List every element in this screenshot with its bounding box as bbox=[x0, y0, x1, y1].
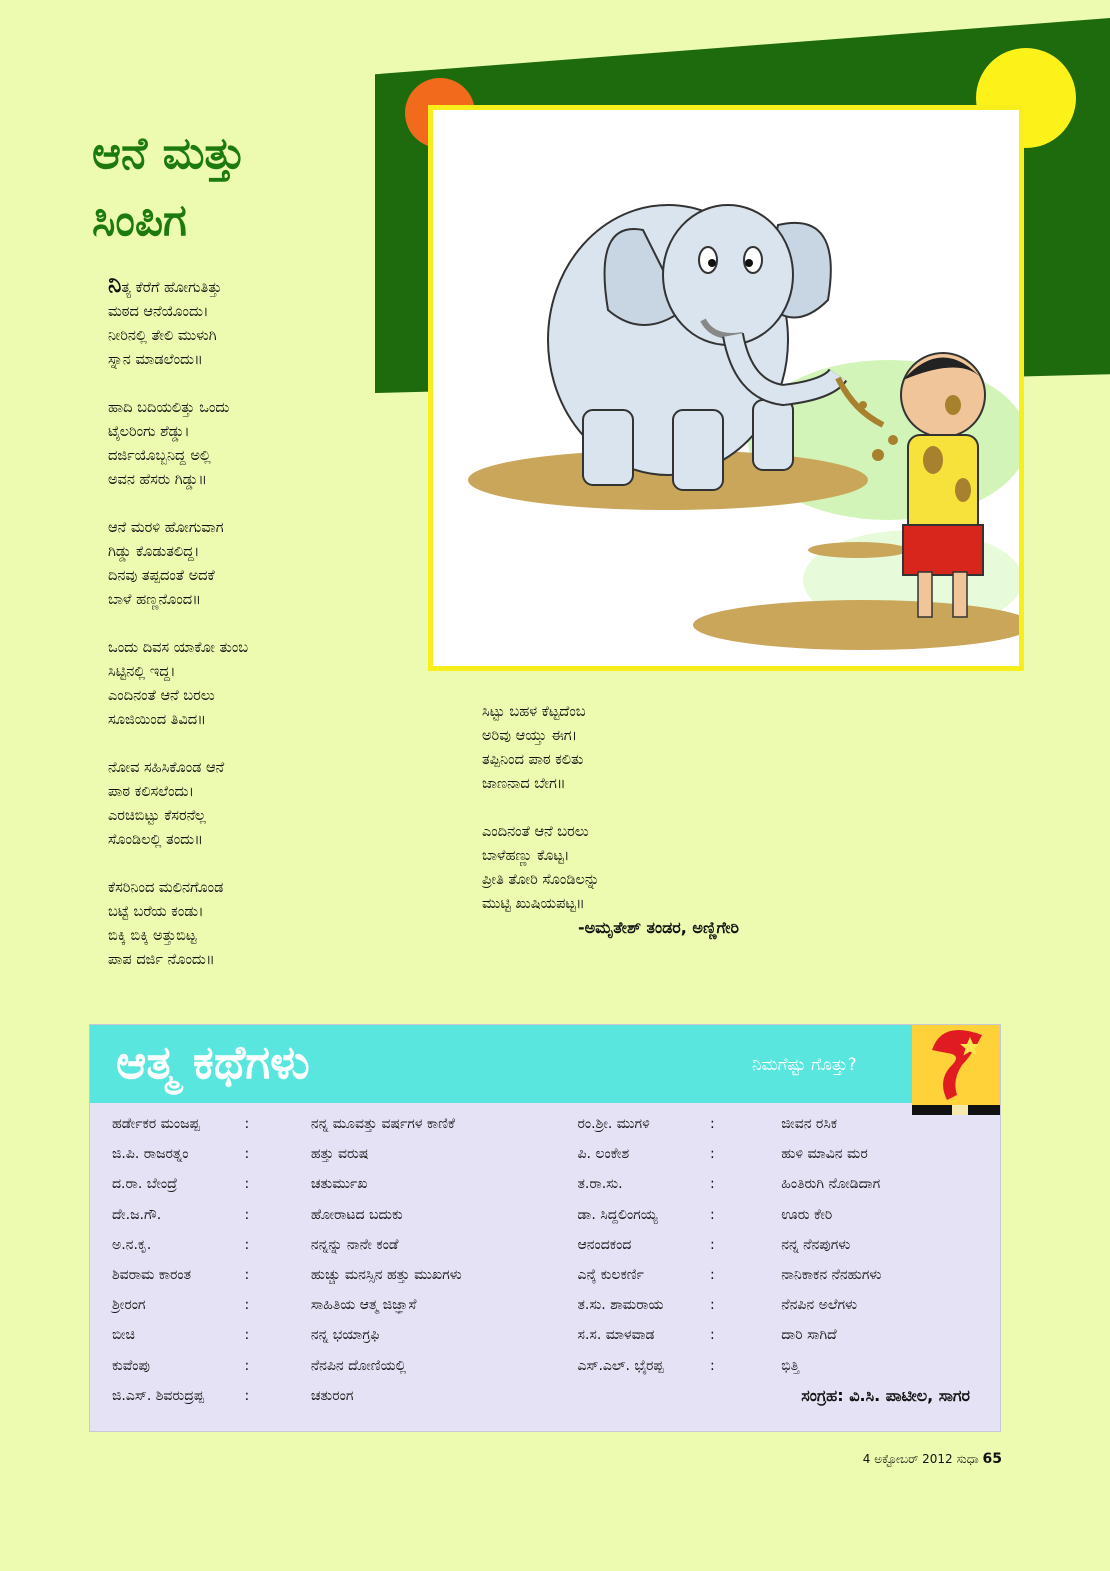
book-author: ತ.ಸು. ಶಾಮರಾಯ bbox=[577, 1297, 664, 1314]
poem-line bbox=[108, 540, 248, 564]
book-title: ಹತ್ತು ವರುಷ bbox=[310, 1146, 369, 1163]
table-row bbox=[112, 1230, 1000, 1260]
compiled-by: ಸಂಗ್ರಹ: ವಿ.ಸಿ. ಪಾಟೀಲ, ಸಾಗರ bbox=[801, 1385, 970, 1405]
poem-stanza bbox=[108, 636, 248, 732]
table-row bbox=[112, 1200, 1000, 1230]
footer-date: 4 ಅಕ್ಟೋಬರ್ 2012 ಸುಧಾ bbox=[862, 1452, 979, 1466]
poem-line-text: ಪ್ರೀತಿ ತೋರಿ ಸೊಂಡಿಲನ್ನು bbox=[482, 872, 600, 888]
table-row bbox=[112, 1320, 1000, 1350]
book-title: ನನ್ನನ್ನು ನಾನೇ ಕಂಡೆ bbox=[310, 1236, 399, 1253]
separator: : bbox=[244, 1327, 250, 1344]
book-title: ಹಿಂತಿರುಗಿ ನೋಡಿದಾಗ bbox=[781, 1176, 881, 1193]
poem-line-text: ಆನೆ ಮರಳಿ ಹೋಗುವಾಗ bbox=[108, 520, 224, 536]
quiz-question-icon bbox=[912, 1025, 1000, 1115]
poem-stanza bbox=[482, 820, 599, 916]
book-author: ಪಿ. ಲಂಕೇಶ bbox=[577, 1146, 630, 1163]
separator: : bbox=[244, 1176, 250, 1193]
poem-line bbox=[108, 300, 248, 324]
poem-line-text: ಎಂದಿನಂತೆ ಆನೆ ಬರಲು bbox=[108, 688, 215, 704]
book-author: ಕುವೆಂಪು bbox=[112, 1357, 150, 1374]
separator: : bbox=[710, 1267, 715, 1284]
table-row bbox=[112, 1139, 1000, 1169]
poem-line bbox=[108, 272, 248, 300]
poem-line-text: ಎರಚಿಬಿಟ್ಟು ಕೆಸರನೆಲ್ಲ bbox=[108, 808, 206, 824]
poem-line-text: ತ್ಯ ಕೆರೆಗೆ ಹೋಗುತಿತ್ತು bbox=[121, 280, 222, 296]
poem-line bbox=[108, 396, 248, 420]
separator: : bbox=[244, 1357, 250, 1374]
book-author: ಶಿವರಾಮ ಕಾರಂತ bbox=[112, 1267, 192, 1284]
book-title: ಜೀವನ ರಸಿಕ bbox=[781, 1116, 838, 1133]
table-row bbox=[112, 1381, 1000, 1411]
table-row bbox=[112, 1351, 1000, 1381]
poem-left-column bbox=[108, 272, 248, 996]
poem-line bbox=[482, 748, 599, 772]
poem-line bbox=[108, 324, 248, 348]
book-author: ಶ್ರೀರಂಗ bbox=[112, 1297, 146, 1314]
book-author: ದೇ.ಜ.ಗೌ. bbox=[112, 1206, 162, 1223]
poem-line bbox=[108, 516, 248, 540]
separator: : bbox=[710, 1297, 715, 1314]
book-title: ಭಿತ್ತಿ bbox=[781, 1357, 800, 1374]
poem-line bbox=[108, 636, 248, 660]
poem-line-text: ಸೊಂಡಿಲಲ್ಲಿ ತಂದು॥ bbox=[108, 832, 203, 848]
book-author: ಎನ್ಕೆ ಕುಲಕರ್ಣಿ bbox=[577, 1267, 644, 1284]
autobiographies-banner bbox=[90, 1025, 1000, 1103]
page-footer bbox=[863, 1451, 1002, 1467]
separator: : bbox=[710, 1236, 715, 1253]
book-title: ಊರು ಕೇರಿ bbox=[781, 1206, 833, 1223]
poem-stanza bbox=[482, 700, 599, 796]
table-row bbox=[112, 1109, 1000, 1139]
poem-stanza bbox=[108, 272, 248, 372]
separator: : bbox=[244, 1387, 250, 1404]
book-author: ಬೀಚಿ bbox=[112, 1327, 135, 1344]
poem-line-text: ಅರಿವು ಆಯ್ತು ಈಗ। bbox=[482, 728, 578, 744]
poem-line-text: ಹಾದಿ ಬದಿಯಲಿತ್ತು ಒಂದು bbox=[108, 400, 230, 416]
autobiographies-table bbox=[112, 1109, 1000, 1411]
autobiographies-subtitle: ನಿಮಗೆಷ್ಟು ಗೊತ್ತು? bbox=[752, 1055, 857, 1075]
book-title: ಸಾಹಿತಿಯ ಆತ್ಮ ಜಿಜ್ಞಾಸೆ bbox=[310, 1297, 417, 1314]
poem-line bbox=[482, 772, 599, 796]
poem-line-text: ಮುಟ್ಟಿ ಖುಷಿಯಪಟ್ಟ॥ bbox=[482, 896, 585, 912]
poem-line-text: ದಿನವು ತಪ್ಪದಂತೆ ಅದಕೆ bbox=[108, 568, 215, 584]
book-author: ಹರ್ಡೇಕರ ಮಂಜಪ್ಪ bbox=[112, 1116, 200, 1133]
poem-line bbox=[108, 876, 248, 900]
book-title: ಹೋರಾಟದ ಬದುಕು bbox=[310, 1206, 403, 1223]
poem-line-text: ಜಾಣನಾದ ಬೇಗ॥ bbox=[482, 776, 566, 792]
poem-line bbox=[108, 780, 248, 804]
poem-line-text: ಸೂಜಿಯಿಂದ ತಿವಿದ॥ bbox=[108, 712, 206, 728]
poem-line-text: ಬಿಕ್ಕಿ ಬಿಕ್ಕಿ ಅತ್ತುಬಿಟ್ಟ bbox=[108, 928, 197, 944]
poem-line-text: ನೀರಿನಲ್ಲಿ ತೇಲಿ ಮುಳುಗಿ bbox=[108, 328, 217, 344]
poem-line bbox=[108, 804, 248, 828]
book-title: ನೆನಪಿನ ದೋಣಿಯಲ್ಲಿ bbox=[310, 1357, 407, 1374]
poem-line-text: ನೋವ ಸಹಿಸಿಕೊಂಡ ಆನೆ bbox=[108, 760, 225, 776]
autobiographies-box bbox=[89, 1024, 1001, 1432]
book-author: ಎಸ್.ಎಲ್. ಭೈರಪ್ಪ bbox=[577, 1357, 664, 1374]
poem-line bbox=[482, 700, 599, 724]
separator: : bbox=[244, 1236, 250, 1253]
poem-line bbox=[482, 844, 599, 868]
book-title: ನನ್ನ ನೆನಪುಗಳು bbox=[781, 1236, 851, 1253]
book-author: ರಂ.ಶ್ರೀ. ಮುಗಳಿ bbox=[577, 1116, 650, 1133]
poem-author: -ಅಮೃತೇಶ್ ತಂಡರ, ಅಣ್ಣಿಗೇರಿ bbox=[578, 918, 739, 937]
book-title: ನನ್ನ ಮೂವತ್ತು ವರ್ಷಗಳ ಕಾಣಿಕೆ bbox=[310, 1116, 455, 1133]
poem-line bbox=[482, 892, 599, 916]
poem-line bbox=[108, 564, 248, 588]
poem-line bbox=[108, 420, 248, 444]
poem-line bbox=[108, 588, 248, 612]
poem-line-text: ದರ್ಜಿಯೊಬ್ಬನಿದ್ದ ಅಲ್ಲಿ bbox=[108, 448, 211, 464]
poem-line bbox=[482, 868, 599, 892]
separator: : bbox=[244, 1267, 250, 1284]
separator: : bbox=[710, 1357, 715, 1374]
poem-title-line2: ಸಿಂಪಿಗ bbox=[92, 195, 187, 246]
table-row bbox=[112, 1169, 1000, 1199]
book-title: ಚತುರಂಗ bbox=[310, 1387, 354, 1404]
poem-stanza bbox=[108, 876, 248, 972]
poem-line-text: ಕೆಸರಿನಿಂದ ಮಲಿನಗೊಂಡ bbox=[108, 880, 224, 896]
poem-line-text: ಗಿಡ್ಡು ಕೊಡುತಲಿದ್ದ। bbox=[108, 544, 200, 560]
poem-line bbox=[108, 924, 248, 948]
book-title: ಚತುರ್ಮುಖ bbox=[310, 1176, 368, 1193]
poem-line bbox=[108, 444, 248, 468]
poem-line bbox=[108, 348, 248, 372]
poem-line-text: ಬಾಳೆ ಹಣ್ಣನೊಂದ॥ bbox=[108, 592, 201, 608]
poem-line bbox=[108, 900, 248, 924]
poem-line bbox=[108, 684, 248, 708]
book-title: ಹುಳಿ ಮಾವಿನ ಮರ bbox=[781, 1146, 868, 1163]
poem-line bbox=[108, 708, 248, 732]
book-author: ತ.ರಾ.ಸು. bbox=[577, 1176, 623, 1193]
separator: : bbox=[710, 1327, 715, 1344]
poem-line-text: ಸಿಟ್ಟು ಬಹಳ ಕೆಟ್ಟದೆಂಬ bbox=[482, 704, 586, 720]
separator: : bbox=[710, 1116, 715, 1133]
poem-line-text: ಪಾಠ ಕಲಿಸಲೆಂದು। bbox=[108, 784, 195, 800]
poem-stanza bbox=[108, 396, 248, 492]
separator: : bbox=[710, 1206, 715, 1223]
book-title: ನೆನಪಿನ ಅಲೆಗಳು bbox=[781, 1297, 858, 1314]
book-author: ಜಿ.ಎಸ್. ಶಿವರುದ್ರಪ್ಪ bbox=[112, 1387, 204, 1404]
elephant-tailor-illustration bbox=[428, 105, 1024, 671]
book-author: ಜಿ.ಪಿ. ರಾಜರತ್ನಂ bbox=[112, 1146, 189, 1163]
poem-line-text: ತಪ್ಪಿನಿಂದ ಪಾಠ ಕಲಿತು bbox=[482, 752, 584, 768]
table-row bbox=[112, 1260, 1000, 1290]
book-author: ಡಾ. ಸಿದ್ದಲಿಂಗಯ್ಯ bbox=[577, 1206, 658, 1223]
poem-line-text: ಟೈಲರಿಂಗು ಶೆಡ್ಡು। bbox=[108, 424, 190, 440]
poem-stanza bbox=[108, 516, 248, 612]
poem-right-column bbox=[482, 700, 599, 940]
book-title: ಹುಚ್ಚು ಮನಸ್ಸಿನ ಹತ್ತು ಮುಖಗಳು bbox=[310, 1267, 462, 1284]
poem-stanza bbox=[108, 756, 248, 852]
book-author: ಸ.ಸ. ಮಾಳವಾಡ bbox=[577, 1327, 655, 1344]
poem-line-text: ಬಟ್ಟೆ ಬರೆಯ ಕಂಡು। bbox=[108, 904, 204, 920]
poem-line bbox=[108, 660, 248, 684]
poem-line-text: ಸಿಟ್ಟಿನಲ್ಲಿ ಇದ್ದ। bbox=[108, 664, 176, 680]
poem-line bbox=[108, 468, 248, 492]
poem-line-text: ಬಾಳೆಹಣ್ಣು ಕೊಟ್ಟ। bbox=[482, 848, 570, 864]
poem-line-text: ಅವನ ಹೆಸರು ಗಿಡ್ಡು॥ bbox=[108, 472, 208, 488]
table-row bbox=[112, 1290, 1000, 1320]
poem-line-text: ಸ್ನಾನ ಮಾಡಲೆಂದು॥ bbox=[108, 352, 203, 368]
page-number: 65 bbox=[982, 1451, 1002, 1467]
separator: : bbox=[710, 1176, 715, 1193]
poem-line-text: ಎಂದಿನಂತೆ ಆನೆ ಬರಲು bbox=[482, 824, 589, 840]
book-author: ಆನಂದಕಂದ bbox=[577, 1236, 632, 1253]
poem-line-text: ಒಂದು ದಿವಸ ಯಾಕೋ ತುಂಬ bbox=[108, 640, 249, 656]
book-author: ಅ.ನ.ಕೃ. bbox=[112, 1236, 152, 1253]
separator: : bbox=[710, 1146, 715, 1163]
book-author: ದ.ರಾ. ಬೇಂದ್ರೆ bbox=[112, 1176, 178, 1193]
poem-line bbox=[482, 724, 599, 748]
poem-line bbox=[108, 828, 248, 852]
poem-line bbox=[108, 948, 248, 972]
poem-line-text: ಪಾಪ ದರ್ಜಿ ನೊಂದು॥ bbox=[108, 952, 215, 968]
book-title: ನನ್ನ ಭಯಾಗ್ರಫಿ bbox=[310, 1327, 380, 1344]
autobiographies-title: ಆತ್ಮ ಕಥೆಗಳು bbox=[116, 1035, 310, 1089]
poem-line bbox=[482, 820, 599, 844]
poem-line bbox=[108, 756, 248, 780]
book-title: ನಾನಿಕಾಕನ ನೆನಹುಗಳು bbox=[781, 1267, 882, 1284]
book-title: ದಾರಿ ಸಾಗಿದೆ bbox=[781, 1327, 837, 1344]
separator: : bbox=[244, 1146, 250, 1163]
separator: : bbox=[244, 1206, 250, 1223]
poem-title-line1: ಆನೆ ಮತ್ತು bbox=[92, 128, 246, 179]
poem-line-text: ಮಠದ ಆನೆಯೊಂದು। bbox=[108, 304, 209, 320]
poem-drop-letter: ನಿ bbox=[108, 270, 122, 298]
separator: : bbox=[244, 1297, 250, 1314]
separator: : bbox=[244, 1116, 250, 1133]
